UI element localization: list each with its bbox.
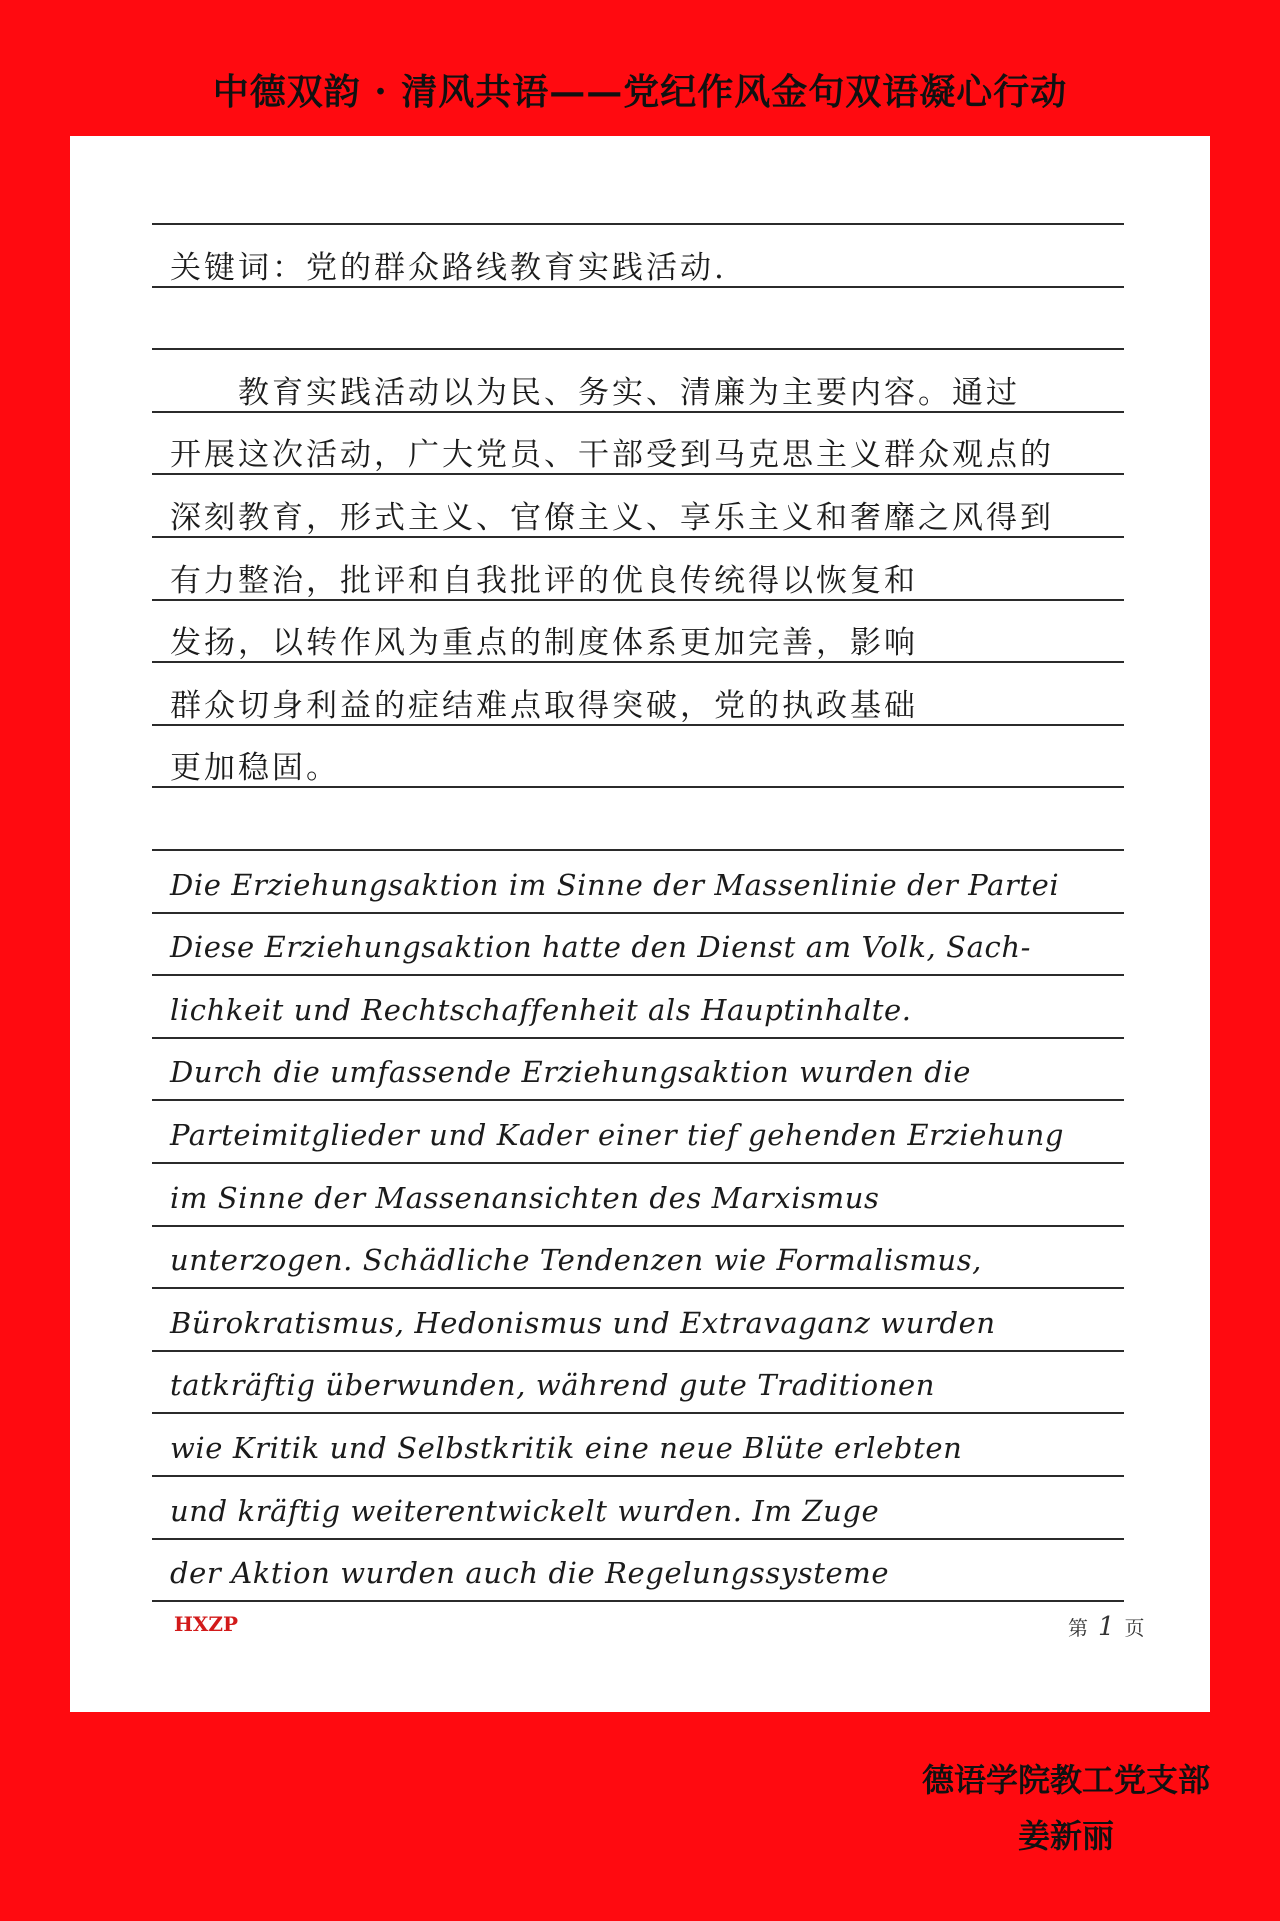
ruled-line	[152, 1475, 1124, 1477]
keyword-line: 关键词：党的群众路线教育实践活动.	[170, 249, 727, 286]
page-suffix: 页	[1124, 1616, 1145, 1640]
ruled-line	[152, 1538, 1124, 1540]
ruled-line	[152, 1350, 1124, 1352]
chinese-line: 教育实践活动以为民、务实、清廉为主要内容。通过	[170, 374, 1020, 411]
german-line: lichkeit und Rechtschaffenheit als Hauptinhalte.	[170, 992, 912, 1027]
page-number	[1068, 1612, 1145, 1642]
ruled-line	[152, 223, 1124, 225]
chinese-line: 群众切身利益的症结难点取得突破，党的执政基础	[170, 687, 918, 724]
ruled-line	[152, 974, 1124, 976]
ruled-line	[152, 1037, 1124, 1039]
ruled-line	[152, 1162, 1124, 1164]
page-number-value: 1	[1098, 1612, 1115, 1642]
ruled-line	[152, 1600, 1124, 1602]
ruled-line	[152, 348, 1124, 350]
german-line: im Sinne der Massenansichten des Marxismus	[170, 1180, 880, 1215]
german-line: der Aktion wurden auch die Regelungssysteme	[170, 1556, 890, 1591]
signature-department: 德语学院教工党支部	[921, 1761, 1210, 1799]
chinese-line: 发扬，以转作风为重点的制度体系更加完善，影响	[170, 625, 918, 662]
german-line: Durch die umfassende Erziehungsaktion wurden die	[170, 1055, 972, 1090]
german-line: unterzogen. Schädliche Tendenzen wie Formalismus,	[170, 1243, 983, 1278]
german-line: Bürokratismus, Hedonismus und Extravaganz wurden	[170, 1305, 996, 1340]
ruled-line	[152, 1287, 1124, 1289]
german-line: tatkräftig überwunden, während gute Traditionen	[170, 1368, 936, 1403]
german-line: Die Erziehungsaktion im Sinne der Massenlinie der Partei	[170, 867, 1060, 902]
paper-sheet	[70, 136, 1210, 1712]
ruled-line	[152, 1099, 1124, 1101]
signature-block	[922, 1752, 1210, 1864]
chinese-line: 开展这次活动，广大党员、干部受到马克思主义群众观点的	[170, 437, 1054, 474]
brand-mark: HXZP	[174, 1612, 239, 1636]
german-line: und kräftig weiterentwickelt wurden. Im Zuge	[170, 1493, 880, 1528]
chinese-line: 更加稳固。	[170, 750, 340, 787]
ruled-lines	[152, 136, 1124, 1596]
ruled-line	[152, 849, 1124, 851]
chinese-line: 有力整治，批评和自我批评的优良传统得以恢复和	[170, 562, 918, 599]
banner-title: 中德双韵 · 清风共语——党纪作风金句双语凝心行动	[212, 71, 1068, 113]
german-line: Diese Erziehungsaktion hatte den Dienst am Volk, Sach-	[170, 930, 1032, 965]
ruled-line	[152, 1412, 1124, 1414]
german-line: wie Kritik und Selbstkritik eine neue Blüte erlebten	[170, 1431, 963, 1465]
ruled-line	[152, 912, 1124, 914]
page-prefix: 第	[1068, 1616, 1088, 1640]
signature-name: 姜新丽	[1017, 1817, 1114, 1855]
german-line: Parteimitglieder und Kader einer tief gehenden Erziehung	[170, 1118, 1065, 1152]
chinese-line: 深刻教育，形式主义、官僚主义、享乐主义和奢靡之风得到	[170, 500, 1054, 536]
ruled-line	[152, 1225, 1124, 1227]
